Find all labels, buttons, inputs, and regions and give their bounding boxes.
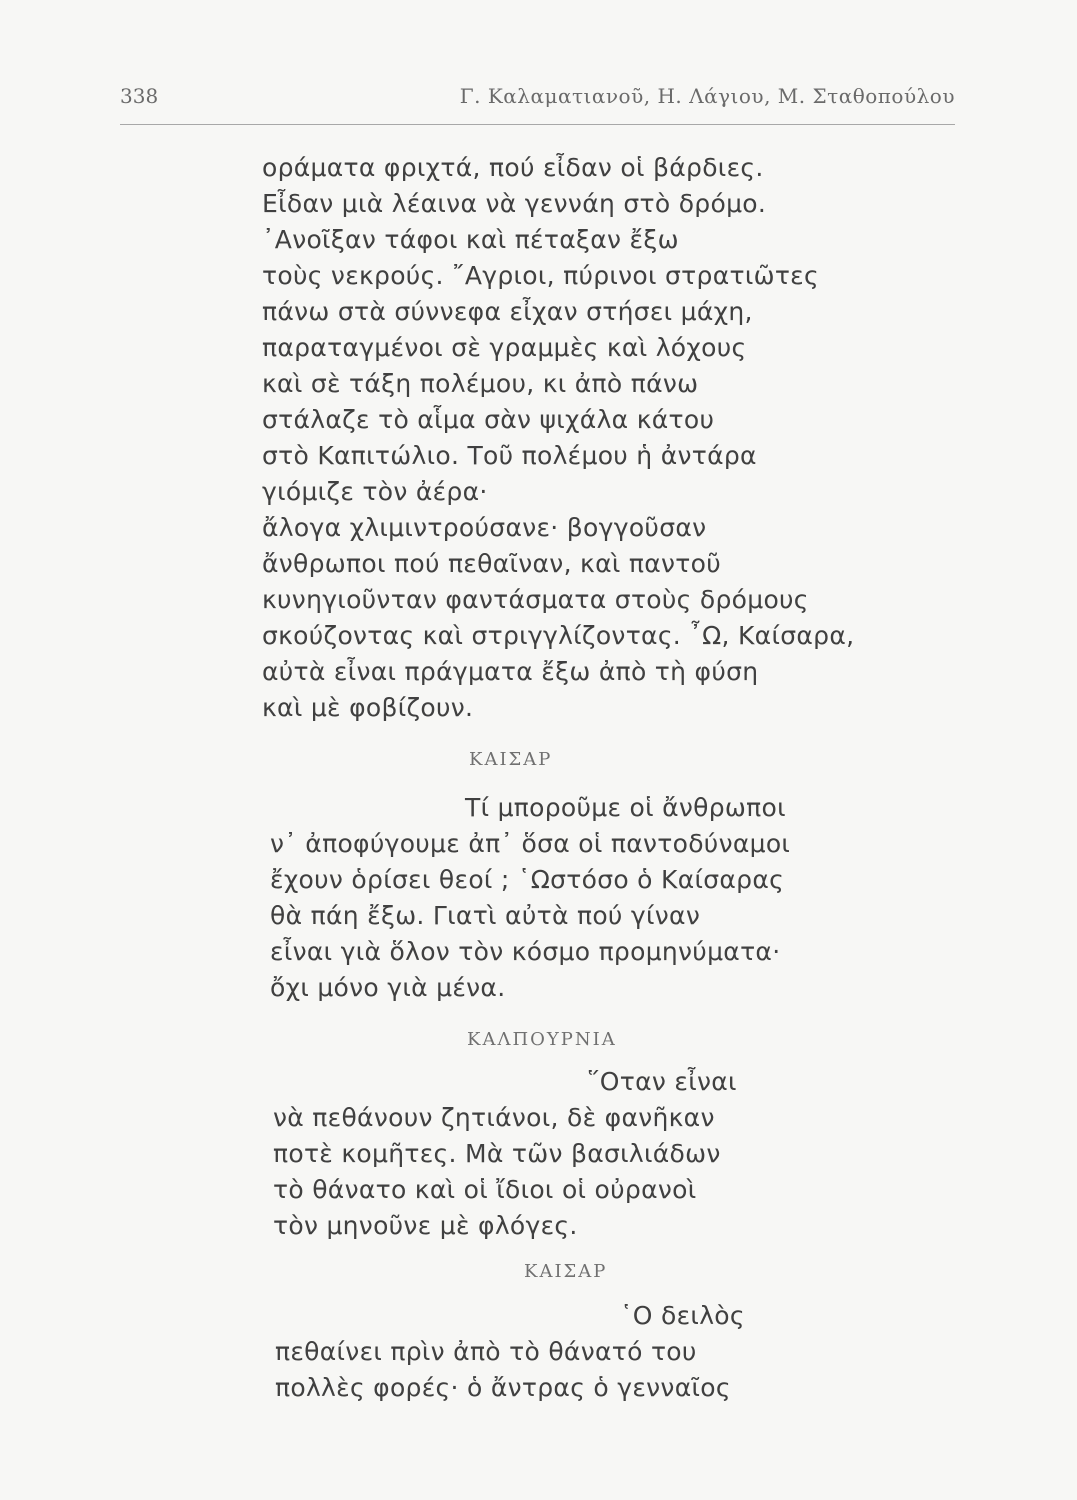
verse-line: πολλὲς φορές· ὁ ἄντρας ὁ γενναῖος [275, 1373, 731, 1402]
speaker-name: ΚΑΙΣΑΡ [524, 1261, 608, 1282]
verse-line: ῾Ο δειλὸς [620, 1301, 745, 1330]
verse-line: πεθαίνει πρὶν ἀπὸ τὸ θάνατό του [275, 1337, 697, 1366]
verse-line: ᾿Ανοῖξαν τάφοι καὶ πέταξαν ἔξω [262, 225, 679, 254]
verse-line: τὸν μηνοῦνε μὲ φλόγες. [273, 1211, 578, 1240]
verse-line: πάνω στὰ σύννεφα εἶχαν στήσει μάχη, [262, 297, 753, 326]
verse-line: ῞Οταν εἶναι [587, 1067, 737, 1096]
page-header [120, 84, 955, 120]
verse-line: οράματα φριχτά, πού εἶδαν οἱ βάρδιες. [262, 153, 764, 182]
verse-line: ποτὲ κομῆτες. Μὰ τῶν βασιλιάδων [273, 1139, 721, 1168]
verse-line: καὶ μὲ φοβίζουν. [262, 693, 474, 722]
verse-line: θὰ πάη ἔξω. Γιατὶ αὐτὰ πού γίναν [270, 901, 701, 930]
page-number: 338 [120, 84, 159, 108]
verse-line: παραταγμένοι σὲ γραμμὲς καὶ λόχους [262, 333, 747, 362]
verse-line: γιόμιζε τὸν ἀέρα· [262, 477, 488, 506]
verse-line: ἔχουν ὁρίσει θεοί ; ῾Ωστόσο ὁ Καίσαρας [270, 865, 785, 894]
verse-line: τοὺς νεκρούς. ῎Αγριοι, πύρινοι στρατιῶτες [262, 261, 819, 290]
verse-line: καὶ σὲ τάξη πολέμου, κι ἀπὸ πάνω [262, 369, 699, 398]
verse-line: στάλαζε τὸ αἷμα σὰν ψιχάλα κάτου [262, 405, 715, 434]
verse-line: σκούζοντας καὶ στριγγλίζοντας. ῏Ω, Καίσαρα, [262, 621, 855, 650]
speaker-name: ΚΑΛΠΟΥΡΝΙΑ [467, 1029, 617, 1050]
running-head: Γ. Καλαματιανοῦ, Η. Λάγιου, Μ. Σταθοπούλου [459, 84, 955, 108]
verse-line: νὰ πεθάνουν ζητιάνοι, δὲ φανῆκαν [273, 1103, 715, 1132]
verse-line: κυνηγιοῦνταν φαντάσματα στοὺς δρόμους [262, 585, 809, 614]
verse-line: Εἶδαν μιὰ λέαινα νὰ γεννάη στὸ δρόμο. [262, 189, 767, 218]
verse-line: ἄλογα χλιμιντρούσανε· βογγοῦσαν [262, 513, 707, 542]
verse-line: εἶναι γιὰ ὅλον τὸν κόσμο προμηνύματα· [270, 937, 781, 966]
header-rule [120, 124, 955, 125]
verse-line: ὄχι μόνο γιὰ μένα. [270, 973, 506, 1002]
verse-line: ν᾿ ἀποφύγουμε ἀπ᾿ ὅσα οἱ παντοδύναμοι [270, 829, 791, 858]
verse-line: ἄνθρωποι πού πεθαῖναν, καὶ παντοῦ [262, 549, 721, 578]
speaker-name: ΚΑΙΣΑΡ [469, 749, 553, 770]
verse-line: τὸ θάνατο καὶ οἱ ἴδιοι οἱ οὐρανοὶ [273, 1175, 697, 1204]
verse-line: αὐτὰ εἶναι πράγματα ἔξω ἀπὸ τὴ φύση [262, 657, 759, 686]
verse-line: Τί μποροῦμε οἱ ἄνθρωποι [465, 793, 786, 822]
verse-line: στὸ Καπιτώλιο. Τοῦ πολέμου ἡ ἀντάρα [262, 441, 757, 470]
